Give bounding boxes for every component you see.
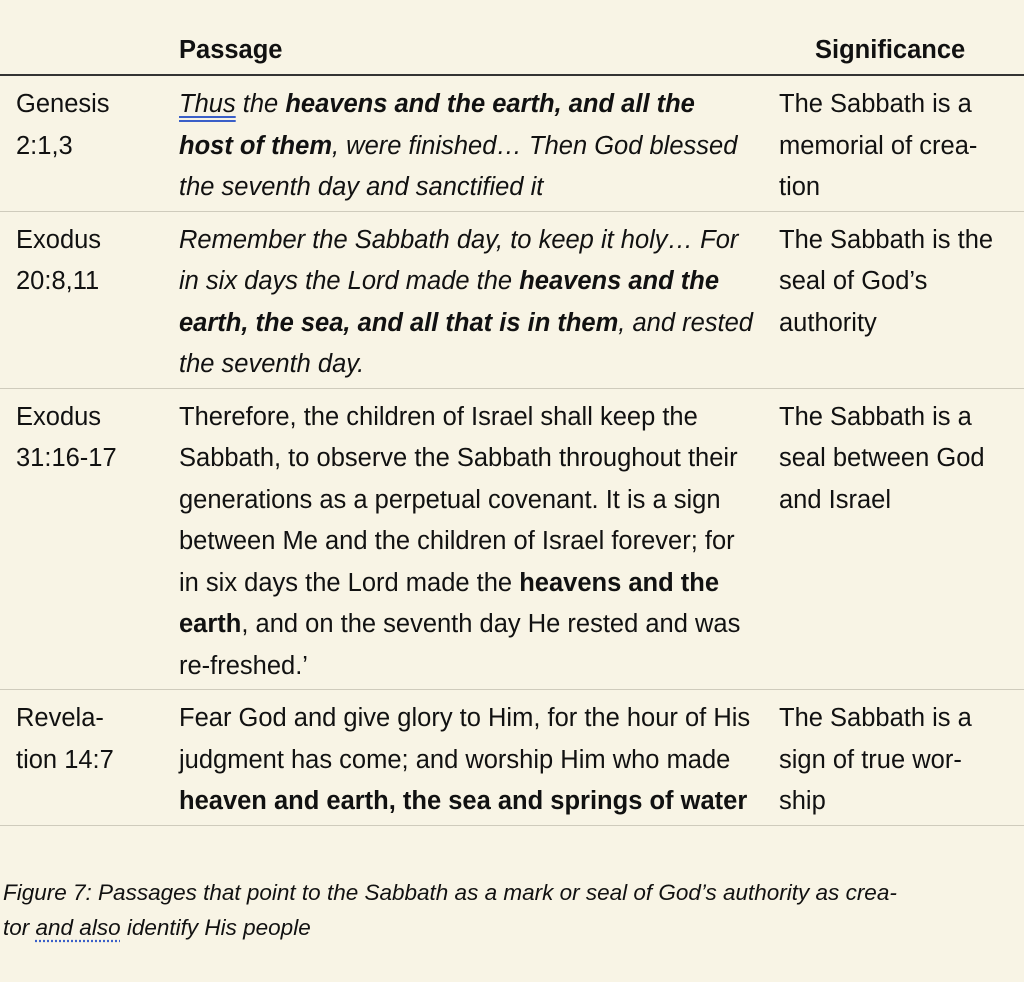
reference-line: 20:8,11 [16,267,100,295]
caption-line-1: Figure 7: Passages that point to the Sabbath as a mark or seal of God’s authority as crea- [3,880,897,905]
significance-line: The Sabbath is a seal between God and Israel [779,402,985,514]
row-reference [0,388,163,690]
reference-line: Revela- [16,704,104,732]
header-reference [0,26,163,75]
figure-caption [3,875,1021,945]
table-row [0,211,1024,388]
row-significance [763,75,1024,211]
passage-segment: heavens and the earth, the sea, and all that is in them [179,267,720,337]
row-significance [763,690,1024,826]
table-row [0,690,1024,826]
header-passage: Passage [163,26,763,75]
caption-line-2-start: tor [3,915,36,940]
row-significance [763,388,1024,690]
row-reference [0,75,163,211]
passage-segment: , and on the seventh day He rested and was re-freshed.’ [179,610,741,680]
passage-segment: heavens and the earth [179,568,720,638]
reference-line: Genesis [16,90,110,118]
reference-line: Exodus [16,402,102,431]
row-passage [163,388,763,690]
table-row [0,388,1024,690]
row-reference [0,211,163,388]
row-passage [163,211,763,388]
reference-line: 31:16-17 [16,444,117,472]
row-passage [163,75,763,211]
passage-segment: Fear God and give glory to Him, for the hour of His judgment has come; and worship Him who made [179,704,751,774]
table-row [0,75,1024,211]
passage-segment: , and rested the seventh day. [179,308,753,378]
caption-marked-phrase: and also [35,915,121,940]
caption-line-2-end: identify His people [120,915,311,940]
passages-table [0,26,1024,826]
significance-line: ship [779,787,826,815]
passage-segment: Thus [179,90,236,118]
passage-segment: Remember the Sabbath day, to keep it holy… For in six days the Lord made the [179,225,739,295]
significance-line: tion [779,173,821,201]
header-significance: Significance [763,26,1024,75]
significance-line: The Sabbath is a sign of true wor- [779,704,972,774]
passage-segment: , were finished… Then God blessed the seventh day and sanctified it [179,131,738,201]
significance-line: The Sabbath is the seal of God’s authority [779,225,994,337]
passage-segment: heavens and the earth, and all the host of them [179,90,695,160]
row-reference [0,690,163,826]
reference-line: 2:1,3 [16,131,73,160]
passage-segment: heaven and earth, the sea and springs of water [179,787,748,815]
row-passage [163,690,763,826]
row-significance [763,211,1024,388]
table-header-row [0,26,1024,75]
reference-line: Exodus [16,225,102,254]
reference-line: tion 14:7 [16,745,114,774]
passage-segment: the [235,90,286,118]
significance-line: The Sabbath is a memorial of crea- [779,90,978,160]
passage-segment: Therefore, the children of Israel shall keep the Sabbath, to observe the Sabbath throughout their generations as a perpetual covenant. It is a sign between Me and the children of Israel forever; for in six days the Lord made the [179,402,738,597]
